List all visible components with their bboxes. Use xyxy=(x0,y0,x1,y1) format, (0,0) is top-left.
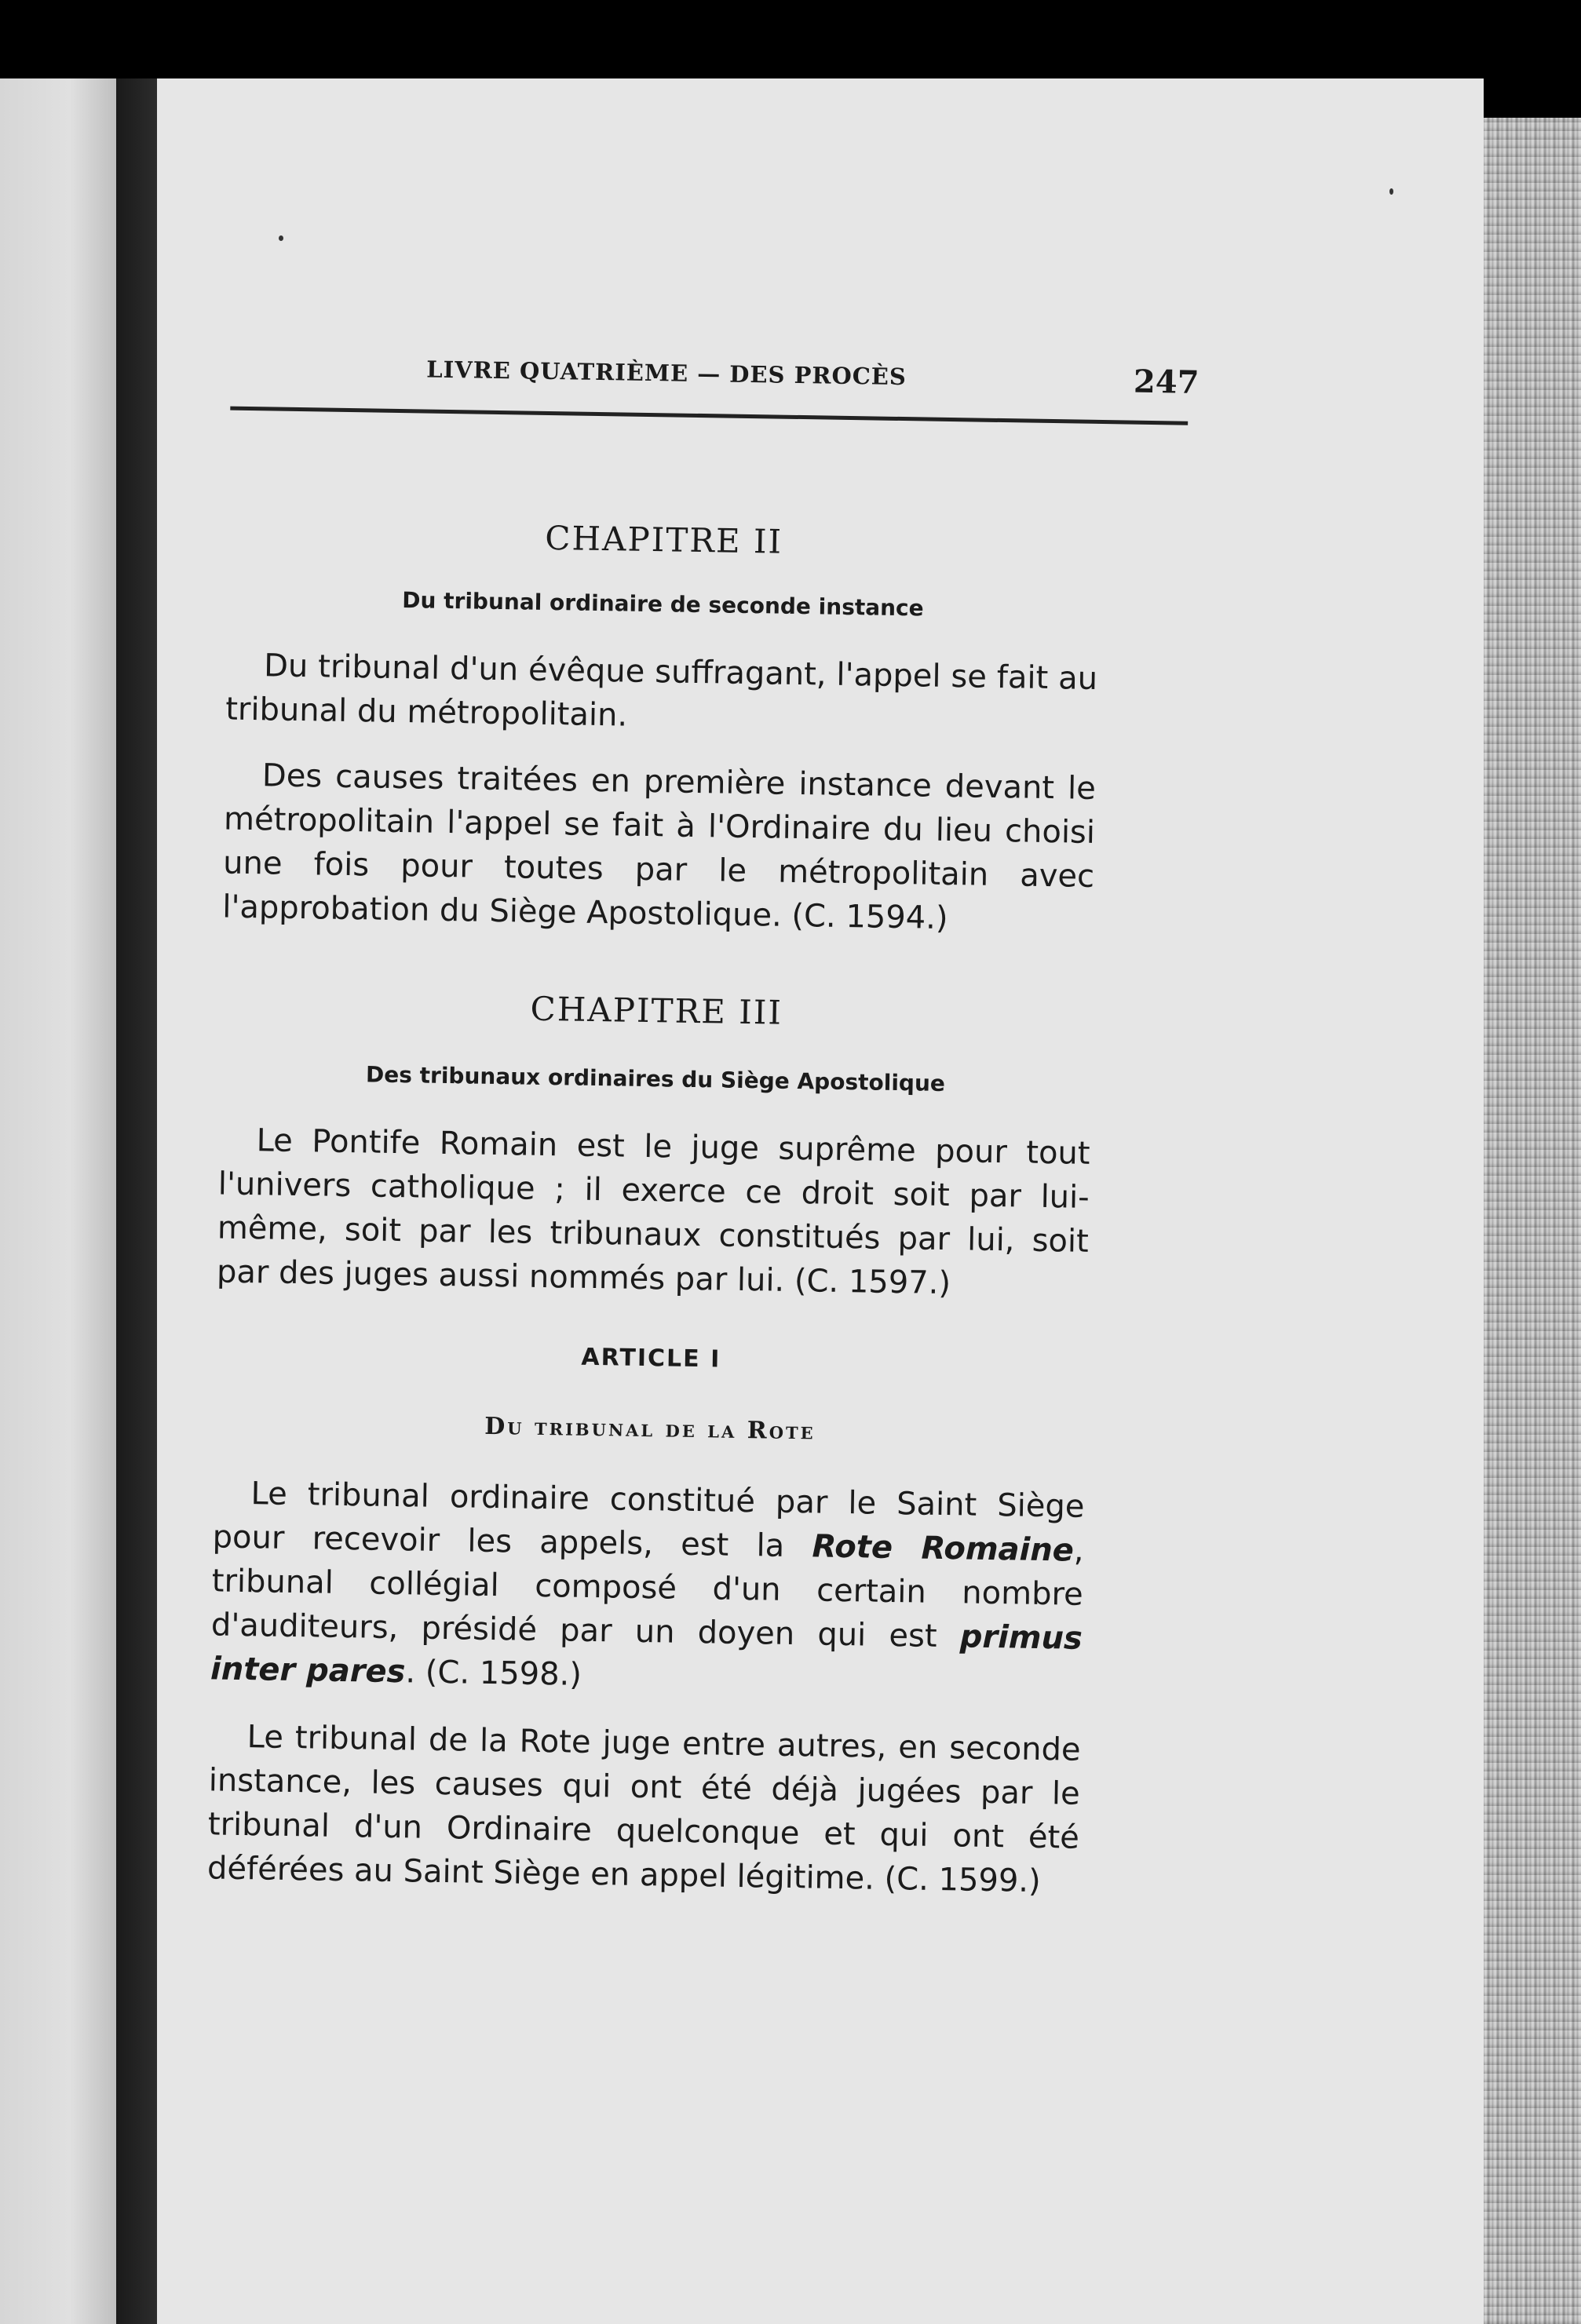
primus-inter-pares-italic: primus inter pares xyxy=(210,1618,1083,1691)
running-title: LIVRE QUATRIÈME — DES PROCÈS xyxy=(426,356,907,391)
page-text xyxy=(206,71,1272,1900)
chapter-2-subtitle: Du tribunal ordinaire de seconde instance xyxy=(401,587,924,622)
article-1-subtitle: Du tribunal de la Rote xyxy=(484,1412,816,1446)
article-1-paragraph-2: Le tribunal de la Rote juge entre autres, en seconde instance, les causes qui ont été déjà jugées par le tribunal d'un Ordinaire quelconque et qui ont été déférées au Saint Siège en appel légitime. (C. 1599.) xyxy=(206,1719,1081,1900)
book-page xyxy=(157,78,1484,2324)
page-stack-edge xyxy=(1484,118,1581,2324)
article-1-title: ARTICLE I xyxy=(581,1343,721,1374)
book-gutter xyxy=(116,78,157,2324)
rote-romaine-italic: Rote Romaine xyxy=(812,1528,1075,1569)
page-number: 247 xyxy=(1133,363,1199,401)
chapter-3-subtitle: Des tribunaux ordinaires du Siège Apostolique xyxy=(365,1061,946,1096)
p1-text-c: . (C. 1598.) xyxy=(405,1654,582,1693)
chapter-2-paragraph-2: Des causes traitées en première instance devant le métropolitain l'appel se fait à l'Ordinaire du lieu choisi une fois pour toutes par le métropolitain avec l'approbation du Siège Apostolique. (C. 1594.) xyxy=(221,757,1097,937)
speck xyxy=(279,235,283,241)
p1-text-b: , tribunal collégial composé d'un certain nombre d'auditeurs, présidé par un doyen qui est xyxy=(210,1532,1084,1655)
chapter-2-paragraph-1: Du tribunal d'un évêque suffragant, l'appel se fait au tribunal du métropolitain. xyxy=(225,648,1098,734)
facing-page-edge xyxy=(0,78,116,2324)
chapter-3-title: CHAPITRE III xyxy=(530,989,783,1032)
article-1-paragraph-1 xyxy=(210,1471,1085,1704)
p1-text-a: Le tribunal ordinaire constitué par le Saint Siège pour recevoir les appels, est la xyxy=(212,1476,1085,1565)
chapter-3-paragraph-1: Le Pontife Romain est le juge suprême pour tout l'univers catholique ; il exerce ce droit soit par lui-même, soit par les tribunaux constitués par lui, soit par des juges aussi nommés par lui. (C. 1597.) xyxy=(216,1122,1090,1302)
header-rule xyxy=(230,407,1188,425)
chapter-2-title: CHAPITRE II xyxy=(544,518,783,561)
speck xyxy=(1389,188,1393,195)
